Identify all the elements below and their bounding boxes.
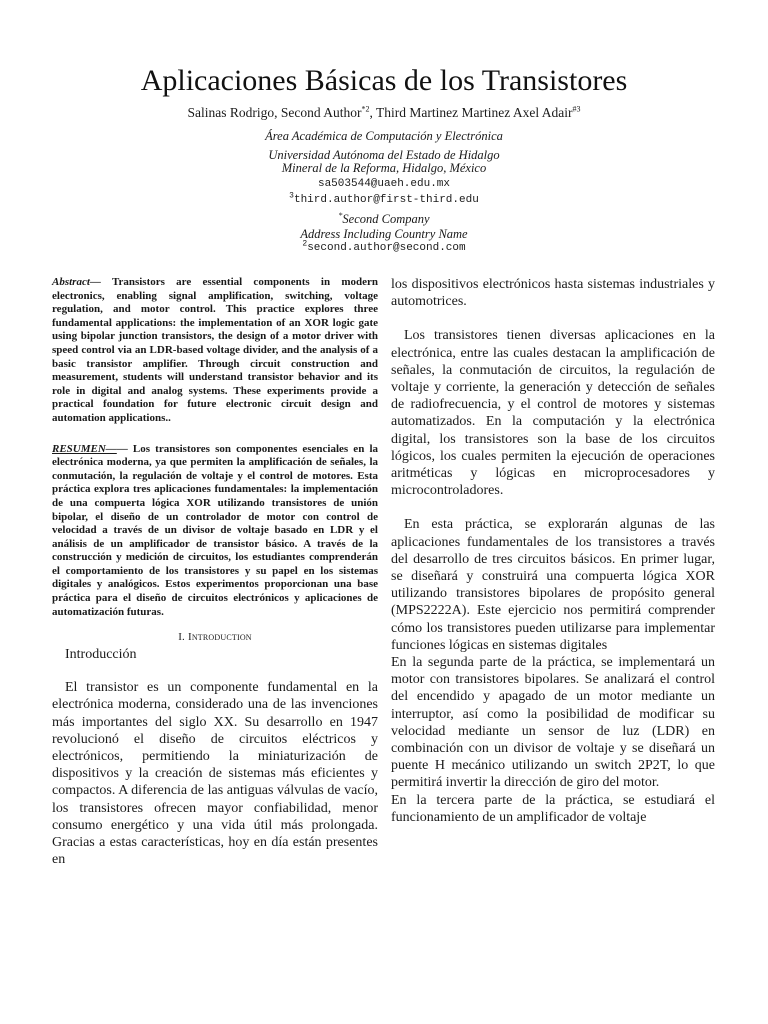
author-1: Salinas Rodrigo, Second Author (187, 105, 362, 120)
abstract-text: Transistors are essential components in modern electronics, enabling signal amplification, switching, voltage regulation, and motor control. This practice explores three fundamental applications: the implementation of an XOR logic gate using bipolar junction transistors, the design of a motor driver with speed control via an LDR-based voltage divider, and the analysis of a basic transistor amplifier. Through circuit construction and measurement, students will understand transistor behavior and its role in digital and analog systems. These experiments provide a practical foundation for future electronic circuit design and automation applications.. (52, 276, 378, 424)
company-marker: * (338, 210, 343, 220)
paragraph-2: Los transistores tienen diversas aplicaciones en la electrónica, entre las cuales destacan la amplificación de señales, la conmutación de circuitos, la regulación de voltaje y corriente, la generación y detección de señales de radiofrecuencia, y el control de motores y sistemas automatizados. En la computación y la electrónica digital, los transistores son la base de los circuitos lógicos, los cuales permiten la ejecución de operaciones aritméticas y lógicas en microprocesadores y microcontroladores. (391, 328, 715, 499)
right-column (391, 276, 715, 826)
affiliation-address: Address Including Country Name (300, 227, 468, 241)
affiliation-company (0, 211, 768, 227)
affiliation-university: Universidad Autónoma del Estado de Hidalgo (268, 148, 500, 162)
company-text: Second Company (342, 212, 430, 226)
paragraph-1-continued: los dispositivos electrónicos hasta sistemas industriales y automotrices. (391, 277, 715, 310)
author-2-marker: #3 (572, 104, 581, 114)
resumen-text: — Los transistores son componentes esenciales en la electrónica moderna, ya que permiten la amplificación de señales, la conmutación, la regulación de voltaje y el control de motores. Esta práctica explora tres aplicaciones fundamentales: la implementación de una compuerta lógica XOR utilizando transistores de unión bipolar, el diseño de un controlador de motor con control de velocidad a través de un divisor de voltaje basado en LDR y el análisis de un amplificador de transistor básico. A través de la construcción y medición de circuitos, los estudiantes comprenderán el comportamiento de los transistores y su papel en los sistemas digitales y analógicos. Estos experimentos proporcionan una base práctica para el diseño de circuitos electrónicos y aplicaciones de automatización futuras. (52, 442, 378, 618)
author-2: , Third Martinez Martinez Axel Adair (369, 105, 573, 120)
email-2-text: third.author@first-third.edu (293, 194, 479, 206)
affiliation-department: Área Académica de Computación y Electrónica (265, 129, 503, 143)
company-email-marker: 2 (302, 239, 308, 249)
abstract-lead: Abstract— (52, 276, 101, 288)
affiliation-email-1: sa503544@uaeh.edu.mx (317, 178, 451, 190)
paper-title: Aplicaciones Básicas de los Transistores (140, 64, 628, 97)
paragraph-1: El transistor es un componente fundamental en la electrónica moderna, considerado una de las invenciones más importantes del siglo XX. Su desarrollo en 1947 revolucionó el diseño de circuitos eléctricos y electrónicos, permitiendo la miniaturización de dispositivos y la creación de sistemas más eficientes y compactos. A diferencia de las antiguas válvulas de vacío, los transistores ofrecen mayor confiabilidad, menor consumo energético y una vida útil más prolongada. Gracias a estas características, hoy en día están presentes en (52, 680, 378, 868)
resumen (52, 443, 378, 620)
paragraph-4: En la segunda parte de la práctica, se implementará un motor con transistores bipolares. Se analizará el control del encendido y apagado de un motor mediante un interruptor, así como la posibilidad de modificar su velocidad mediante un sensor de luz (LDR) en combinación con un divisor de voltaje y se diseñará un puente H mecánico utilizando un switch 2P2T, lo que permitirá invertir la dirección de giro del motor. (391, 655, 715, 791)
affiliation-company-email (0, 241, 768, 256)
paragraph-5: En la tercera parte de la práctica, se estudiará el funcionamiento de un amplificador de voltaje (391, 792, 715, 825)
abstract (52, 276, 378, 426)
author-1-marker: *2 (361, 104, 370, 114)
subsection-heading: Introducción (65, 647, 137, 663)
author-line (0, 104, 768, 122)
email-2-marker: 3 (289, 191, 294, 201)
paragraph-3: En esta práctica, se explorarán algunas de las aplicaciones fundamentales de los transistores a través del desarrollo de tres circuitos básicos. En primer lugar, se diseñará y construirá una compuerta lógica XOR utilizando transistores bipolares de propósito general (MPS2222A). Este ejercicio nos permitirá comprender cómo los transistores pueden utilizarse para implementar funciones lógicas en sistemas digitales (391, 517, 715, 653)
resumen-lead: RESUMEN— (52, 442, 117, 455)
affiliation-email-2 (0, 193, 768, 208)
section-heading: I. Introduction (178, 631, 252, 644)
left-column (52, 276, 378, 868)
affiliation-city: Mineral de la Reforma, Hidalgo, México (281, 161, 487, 175)
company-email-text: second.author@second.com (307, 242, 466, 254)
